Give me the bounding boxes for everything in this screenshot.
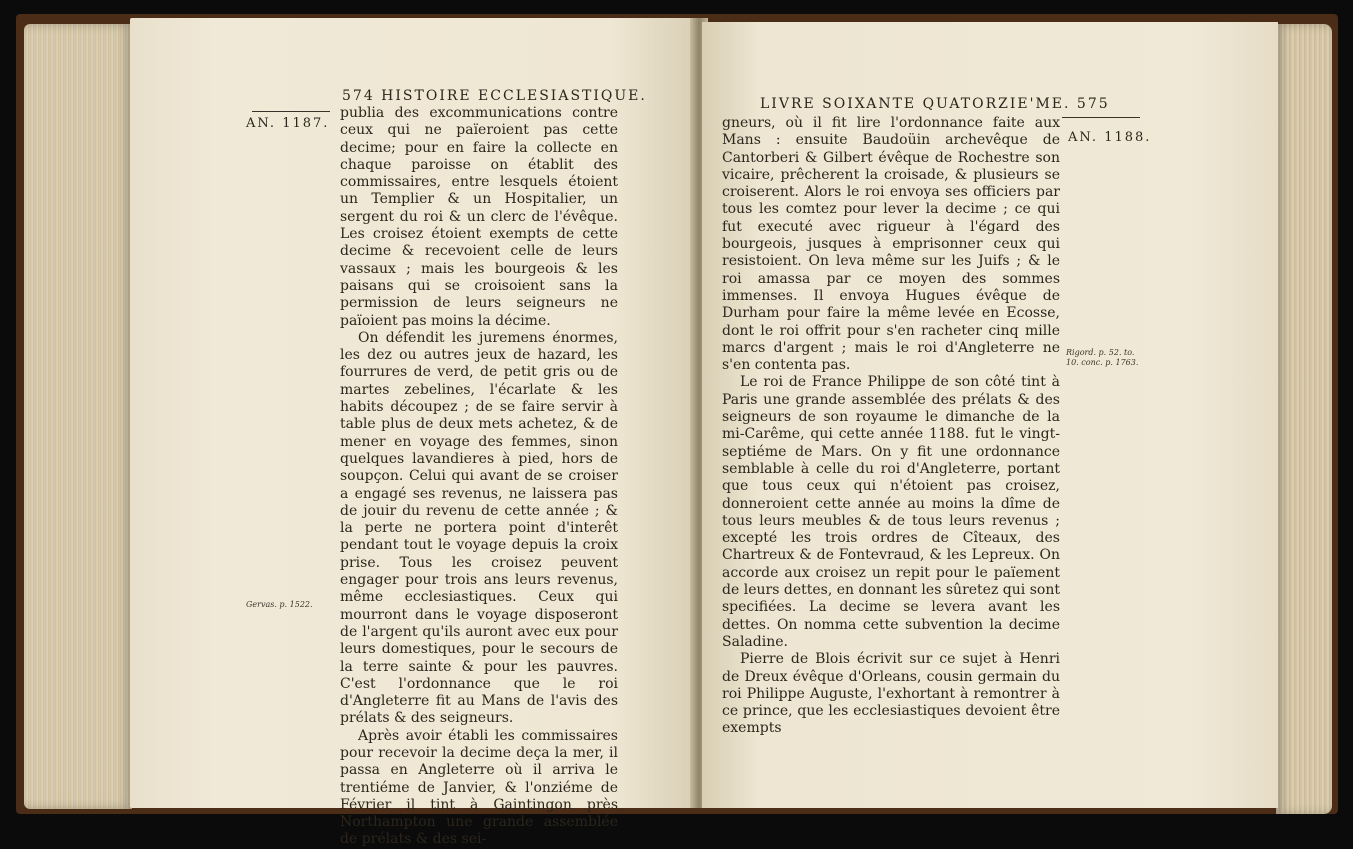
left-body-text bbox=[340, 105, 618, 849]
left-paragraph-3: Après avoir établi les commissaires pour recevoir la decime deça la mer, il passa en Angleterre où il arriva le trentiéme de Janvier, & l'onziéme de Février il tint à Gaintingon près Northampton une grande assemblée de prélats & des sei- bbox=[340, 727, 618, 848]
right-page-edges bbox=[1276, 24, 1332, 814]
left-page-edges bbox=[24, 24, 132, 809]
left-margin-note: Gervas. p. 1522. bbox=[246, 600, 313, 609]
right-year-label: AN. 1188. bbox=[1068, 130, 1152, 145]
right-body-text bbox=[722, 115, 1060, 738]
left-running-header: 574 HISTOIRE ECCLESIASTIQUE. bbox=[342, 88, 647, 104]
right-margin-note-line-1: Rigord. p. 52. to. bbox=[1066, 348, 1135, 357]
left-page bbox=[130, 18, 696, 848]
right-page bbox=[702, 22, 1278, 808]
right-margin-note bbox=[1066, 348, 1138, 368]
left-paragraph-1: publia des excommunications contre ceux qui ne païeroient pas cette decime; pour en faire la collecte en chaque paroisse on établit des commissaires, entre lesquels étoient un Templier & un Hospitalier, un sergent du roi & un clerc de l'évêque. Les croisez étoient exempts de cette decime & recevoient celle de leurs vassaux ; mais les bourgeois & les paisans qui se croisoient sans la permission de leurs seigneurs ne païoient pas moins la décime. bbox=[340, 105, 618, 329]
right-paragraph-3: Pierre de Blois écrivit sur ce sujet à Henri de Dreux évêque d'Orleans, cousin germain du roi Philippe Auguste, l'exhortant à remontrer à ce prince, que les ecclesiastiques devoient être exempts bbox=[722, 651, 1060, 737]
right-margin-note-line-2: 10. conc. p. 1763. bbox=[1066, 358, 1139, 367]
left-year-label: AN. 1187. bbox=[246, 116, 330, 131]
right-paragraph-2: Le roi de France Philippe de son côté tint à Paris une grande assemblée des prélats & des seigneurs de son royaume le dimanche de la mi-Carême, qui cette année 1188. fut le vingt-septiéme de Mars. On y fit une ordonnance semblable à celle du roi d'Angleterre, portant que tous ceux qui n'étoient pas croisez, donneroient cette année au moins la dîme de tous leurs meubles & de tous leurs revenus ; excepté les trois ordres de Cîteaux, des Chartreux & de Fontevraud, & les Lepreux. On accorde aux croisez un repit pour le païement de leurs dettes, en donnant les sûretez qui sont specifiées. La decime se levera avant les dettes. On nomma cette subvention la decime Saladine. bbox=[722, 374, 1060, 650]
left-paragraph-2: On défendit les juremens énormes, les dez ou autres jeux de hazard, les fourrures de verd, de petit gris ou de martes zebelines, l'écarlate & les habits découpez ; de se faire servir à table plus de deux mets achetez, & de mener en voyage des femmes, sinon quelques lavandieres à pied, hors de soupçon. Celui qui avant de se croiser a engagé ses revenus, ne laissera pas de jouir du revenu de cette année ; & la perte ne portera point d'interêt pendant tout le voyage depuis la croix prise. Tous les croisez peuvent engager pour trois ans leurs revenus, même ecclesiastiques. Ceux qui mourront dans le voyage disposeront de l'argent qu'ils auront avec eux pour leurs domestiques, pour le secours de la terre sainte & pour les pauvres. C'est l'ordonnance que le roi d'Angleterre fit au Mans de l'avis des prélats & des seigneurs. bbox=[340, 329, 618, 727]
right-paragraph-1: gneurs, où il fit lire l'ordonnance faite aux Mans : ensuite Baudoüin archevêque de Cantorberi & Gilbert évêque de Rochestre son vicaire, prêcherent la croisade, & plusieurs se croiserent. Alors le roi envoya ses officiers par tous les comtez pour lever la decime ; ce qui fut executé avec rigueur à l'égard des bourgeois, jusques à emprisonner ceux qui resistoient. On leva même sur les Juifs ; & le roi amassa par ce moyen des sommes immenses. Il envoya Hugues évêque de Durham pour faire la même levée en Ecosse, dont le roi offrit pour s'en racheter cinq mille marcs d'argent ; mais le roi d'Angleterre ne s'en contenta pas. bbox=[722, 115, 1060, 374]
right-running-header: LIVRE SOIXANTE QUATORZIE'ME. 575 bbox=[760, 96, 1110, 112]
right-year-rule bbox=[1062, 117, 1140, 118]
left-year-rule bbox=[252, 111, 330, 112]
